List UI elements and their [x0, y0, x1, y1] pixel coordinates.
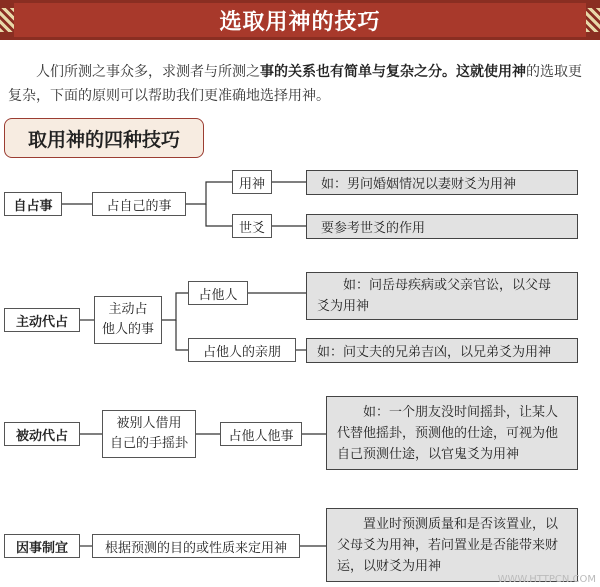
r3-note — [326, 396, 578, 470]
r2-branch-others-relatives: 占他人的亲朋 — [188, 338, 296, 362]
r3-note-line2: 代替他摇卦，预测他的仕途，可视为他 — [337, 425, 559, 441]
r2-mid-line2: 他人的事 — [101, 322, 154, 337]
watermark: WWW.HTTPCN.COM — [497, 574, 596, 585]
label-active-proxy: 主动代占 — [4, 308, 80, 332]
r1-line-mid-top — [186, 182, 232, 204]
r4-note-line1: 置业时预测质量和是否该置业，以 — [363, 516, 559, 532]
r3-mid-box — [102, 410, 196, 458]
intro-text-bold: 事的关系也有简单与复杂之分。这就使用神 — [260, 64, 526, 80]
r2-note-others-line2: 爻为用神 — [317, 299, 370, 314]
r3-mid-line1: 被别人借用 — [116, 416, 182, 431]
r4-note-line3: 运，以财爻为用神 — [337, 558, 442, 574]
section-heading: 取用神的四种技巧 — [4, 118, 204, 158]
r2-line-mid-top — [162, 293, 188, 320]
r2-branch-others: 占他人 — [188, 281, 248, 305]
label-case-by-case: 因事制宜 — [4, 534, 80, 558]
intro-text-2: 的选取更复杂，下面的原则可以帮助我们更准确地选择用神。 — [8, 64, 582, 104]
r3-mid-line2: 自己的手摇卦 — [109, 436, 188, 451]
r2-note-others-relatives: 如：问丈夫的兄弟吉凶，以兄弟爻为用神 — [306, 338, 578, 363]
r4-mid-box: 根据预测的目的或性质来定用神 — [92, 534, 300, 558]
r1-branch-yongshen: 用神 — [232, 170, 272, 194]
r4-note-line2: 父母爻为用神，若问置业是否能带来财 — [337, 537, 559, 553]
page-title: 选取用神的技巧 — [219, 9, 381, 35]
label-passive-proxy: 被动代占 — [4, 422, 80, 446]
r2-mid-box — [94, 296, 162, 344]
r1-line-mid-bottom — [206, 204, 232, 226]
r1-note-shiyao: 要参考世爻的作用 — [306, 214, 578, 239]
r2-line-mid-bottom — [176, 320, 188, 350]
r1-branch-shiyao: 世爻 — [232, 214, 272, 238]
r4-note — [326, 508, 578, 582]
r2-note-others — [306, 272, 578, 320]
r2-note-others-line1: 如：问岳母疾病或父亲官讼，以父母 — [343, 278, 552, 293]
r2-mid-line1: 主动占 — [108, 302, 148, 317]
r3-note-line3: 自己预测仕途，以官鬼爻为用神 — [337, 446, 520, 462]
label-self-divination: 自占事 — [4, 192, 62, 216]
r1-mid-box: 占自己的事 — [92, 192, 186, 216]
r1-note-yongshen: 如：男问婚姻情况以妻财爻为用神 — [306, 170, 578, 195]
r3-note-line1: 如：一个朋友没时间摇卦，让某人 — [363, 404, 559, 420]
intro-text-1: 人们所测之事众多，求测者与所测之 — [36, 64, 260, 80]
r3-branch-others-matters: 占他人他事 — [220, 422, 302, 446]
